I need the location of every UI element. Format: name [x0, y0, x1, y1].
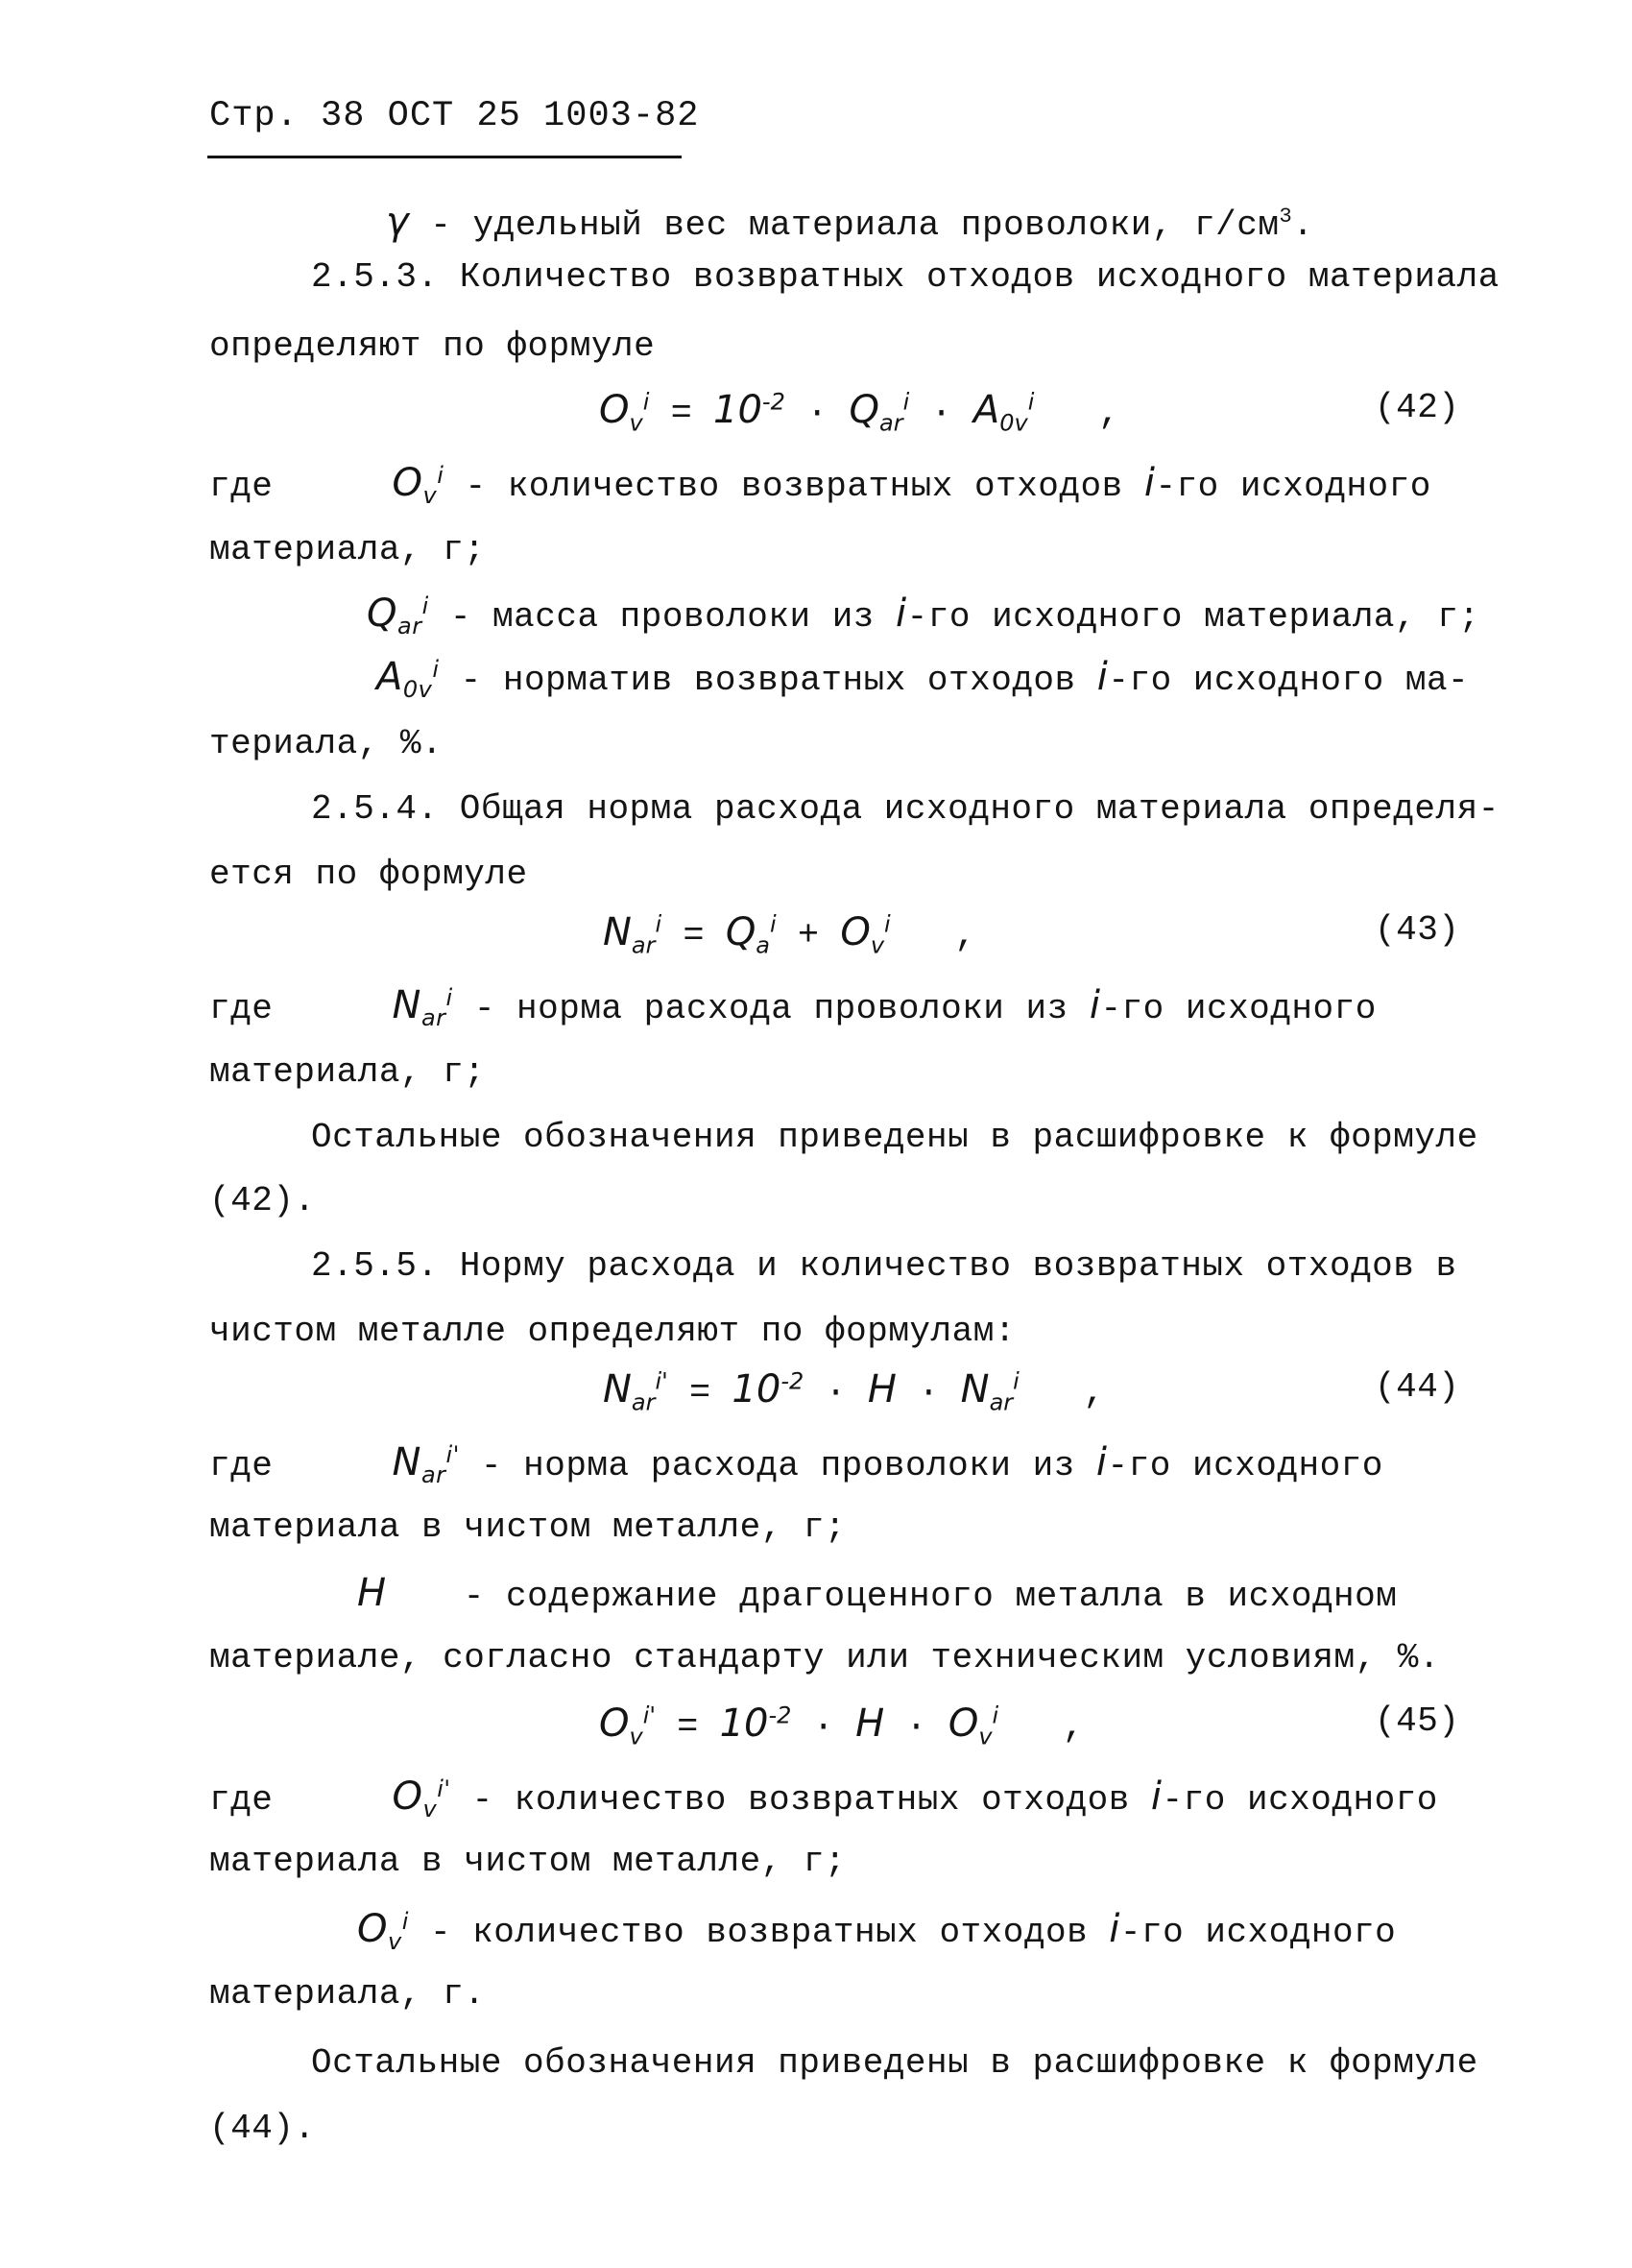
text-line: (42).: [209, 1181, 316, 1220]
where-A-0v: $A_{0v}^i$ - норматив возвратных отходов i-го исходного ма-: [376, 655, 1470, 704]
equation-44: $N_{ar}^{i'} = 10^{-2} \cdot H \cdot N_{ar}^i$ ,: [603, 1367, 1105, 1416]
note-44: Остальные обозначения приведены в расшифровке к формуле: [311, 2043, 1478, 2083]
header-rule: [207, 156, 682, 158]
text-line: материала в чистом металле, г;: [209, 1842, 847, 1881]
text-line: териала, %.: [209, 724, 444, 763]
text-line: ется по формуле: [209, 855, 528, 894]
equation-number-44: (44): [1375, 1367, 1460, 1407]
text-line: материала, г;: [209, 530, 486, 569]
equation-45: $O_v^{i'} = 10^{-2} \cdot H \cdot O_v^i$ ,: [599, 1701, 1085, 1750]
gamma-definition: γ - удельный вес материала проволоки, $г/см^3$.: [386, 200, 1314, 245]
where-N-ar-prime: где $N_{ar}^{i'}$ - норма расхода проволоки из i-го исходного: [209, 1440, 1383, 1489]
section-2-5-5: 2.5.5. Норму расхода и количество возвратных отходов в: [311, 1246, 1457, 1286]
equation-number-42: (42): [1375, 388, 1460, 427]
text-line: (44).: [209, 2109, 316, 2148]
symbol-gamma: γ: [386, 200, 410, 244]
text-line: чистом металле определяют по формулам:: [209, 1312, 1016, 1351]
text-line: определяют по формуле: [209, 326, 656, 366]
text-line: материала в чистом металле, г;: [209, 1508, 847, 1547]
equation-43: $N_{ar}^i = Q_a^i + O_v^i$ ,: [603, 910, 976, 959]
section-2-5-4: 2.5.4. Общая норма расхода исходного материала определя-: [311, 789, 1500, 829]
where-N-ar: где $N_{ar}^i$ - норма расхода проволоки из i-го исходного: [209, 983, 1377, 1032]
where-H: H - содержание драгоценного металла в исходном: [357, 1571, 1398, 1616]
text-line: материала, г;: [209, 1052, 486, 1092]
text-line: материала, г.: [209, 1974, 486, 2014]
note-42: Остальные обозначения приведены в расшифровке к формуле: [311, 1118, 1478, 1157]
section-2-5-3: 2.5.3. Количество возвратных отходов исходного материала: [311, 257, 1500, 297]
where-Q-ar: $Q_{ar}^i$ - масса проволоки из i-го исходного материала, г;: [367, 591, 1480, 640]
equation-number-45: (45): [1375, 1701, 1460, 1741]
equation-42: $O_v^i = 10^{-2} \cdot Q_{ar}^i \cdot A_{0v}^i$ ,: [599, 388, 1120, 437]
text-line: материале, согласно стандарту или техническим условиям, %.: [209, 1638, 1441, 1677]
where-O-v-second: $O_v^i$ - количество возвратных отходов i-го исходного: [357, 1907, 1397, 1956]
where-O-v: где $O_v^i$ - количество возвратных отходов i-го исходного: [209, 461, 1431, 510]
equation-number-43: (43): [1375, 910, 1460, 950]
page-header: Стр. 38 ОСТ 25 1003-82: [209, 96, 700, 136]
where-O-v-prime: где $O_v^{i'}$ - количество возвратных отходов i-го исходного: [209, 1774, 1438, 1823]
